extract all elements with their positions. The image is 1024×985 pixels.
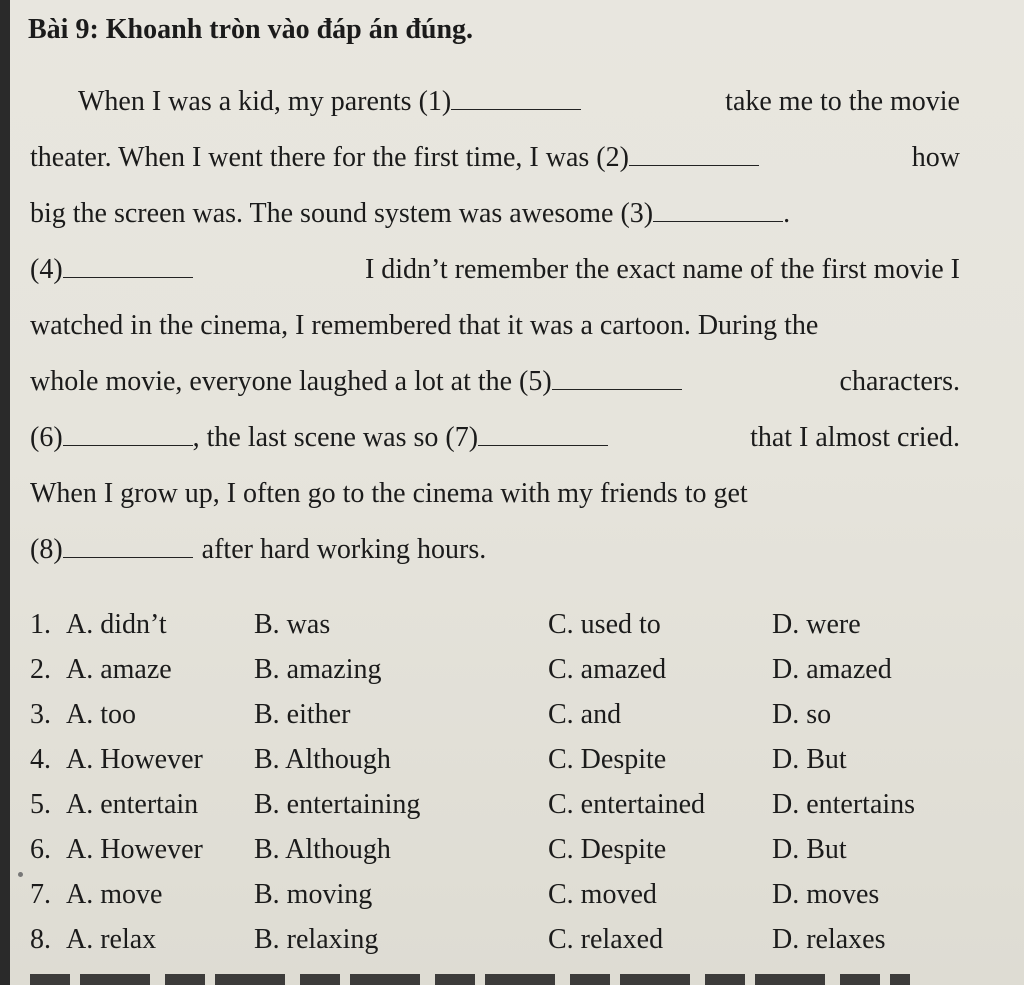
option-b[interactable]: B. entertaining	[254, 789, 421, 820]
option-d[interactable]: D. But	[772, 744, 847, 775]
passage-text: .	[783, 198, 791, 229]
option-a[interactable]: A. relax	[66, 924, 157, 955]
question-row-7	[30, 872, 990, 917]
option-a[interactable]: A. didn’t	[66, 609, 167, 640]
option-c[interactable]: C. amazed	[548, 654, 667, 685]
option-a[interactable]: A. However	[66, 834, 203, 865]
cut-off-next-exercise-heading	[30, 974, 910, 985]
passage-text: (4)	[30, 254, 63, 285]
passage-text: When I was a kid, my parents (1)	[78, 86, 452, 117]
option-c[interactable]: C. relaxed	[548, 924, 664, 955]
question-row-1	[30, 602, 990, 647]
passage-line-9	[30, 528, 960, 584]
answer-blank-7	[478, 423, 608, 446]
reading-passage	[30, 80, 960, 584]
option-c[interactable]: C. used to	[548, 609, 661, 640]
passage-text: (8)	[30, 534, 63, 565]
option-a[interactable]: A. amaze	[66, 654, 172, 685]
question-row-4	[30, 737, 990, 782]
question-number: 4.	[30, 744, 51, 775]
passage-text: that I almost cried.	[750, 422, 960, 453]
option-d[interactable]: D. But	[772, 834, 847, 865]
question-row-2	[30, 647, 990, 692]
option-c[interactable]: C. moved	[548, 879, 657, 910]
option-c[interactable]: C. entertained	[548, 789, 706, 820]
option-c[interactable]: C. Despite	[548, 834, 667, 865]
question-number: 5.	[30, 789, 51, 820]
answer-blank-6	[63, 423, 193, 446]
option-a[interactable]: A. too	[66, 699, 136, 730]
option-a[interactable]: A. move	[66, 879, 163, 910]
option-d[interactable]: D. amazed	[772, 654, 892, 685]
answer-blank-8	[63, 535, 193, 558]
passage-text: (6)	[30, 422, 63, 453]
answer-blank-5	[552, 367, 682, 390]
question-row-3	[30, 692, 990, 737]
option-d[interactable]: D. moves	[772, 879, 880, 910]
question-number: 7.	[30, 879, 51, 910]
option-b[interactable]: B. Although	[254, 834, 391, 865]
question-number: 8.	[30, 924, 51, 955]
option-b[interactable]: B. Although	[254, 744, 391, 775]
passage-line-7	[30, 416, 960, 472]
question-row-8	[30, 917, 990, 962]
question-number: 2.	[30, 654, 51, 685]
question-row-5	[30, 782, 990, 827]
passage-text: after hard working hours.	[201, 534, 487, 565]
option-c[interactable]: C. and	[548, 699, 622, 730]
option-a[interactable]: A. entertain	[66, 789, 199, 820]
question-row-6	[30, 827, 990, 872]
question-number: 3.	[30, 699, 51, 730]
answer-options	[30, 602, 990, 962]
passage-line-6	[30, 360, 960, 416]
question-number: 1.	[30, 609, 51, 640]
option-b[interactable]: B. was	[254, 609, 331, 640]
passage-text: whole movie, everyone laughed a lot at the (5)	[30, 366, 552, 397]
option-b[interactable]: B. relaxing	[254, 924, 379, 955]
passage-text: When I grow up, I often go to the cinema with my friends to get	[30, 478, 748, 509]
passage-line-4	[30, 248, 960, 304]
option-d[interactable]: D. so	[772, 699, 832, 730]
option-a[interactable]: A. However	[66, 744, 203, 775]
worksheet-page	[10, 0, 1024, 985]
passage-text: characters.	[839, 366, 960, 397]
option-d[interactable]: D. relaxes	[772, 924, 886, 955]
passage-text: watched in the cinema, I remembered that it was a cartoon. During the	[30, 310, 819, 341]
passage-text: theater. When I went there for the first time, I was (2)	[30, 142, 629, 173]
passage-text: big the screen was. The sound system was awesome (3)	[30, 198, 654, 229]
passage-line-8	[30, 472, 960, 528]
question-number: 6.	[30, 834, 51, 865]
option-b[interactable]: B. moving	[254, 879, 373, 910]
passage-line-3	[30, 192, 960, 248]
exercise-title: Bài 9: Khoanh tròn vào đáp án đúng.	[28, 14, 474, 45]
answer-blank-2	[629, 143, 759, 166]
option-b[interactable]: B. either	[254, 699, 351, 730]
answer-blank-1	[451, 87, 581, 110]
answer-blank-3	[653, 199, 783, 222]
passage-text: take me to the movie	[725, 86, 960, 117]
pen-mark-dot	[18, 872, 23, 877]
answer-blank-4	[63, 255, 193, 278]
passage-text: , the last scene was so (7)	[192, 422, 479, 453]
option-d[interactable]: D. were	[772, 609, 861, 640]
passage-line-5	[30, 304, 960, 360]
option-b[interactable]: B. amazing	[254, 654, 382, 685]
passage-line-2	[30, 136, 960, 192]
passage-text: I didn’t remember the exact name of the first movie I	[364, 254, 960, 285]
passage-line-1	[30, 80, 960, 136]
passage-text: how	[911, 142, 960, 173]
option-d[interactable]: D. entertains	[772, 789, 916, 820]
option-c[interactable]: C. Despite	[548, 744, 667, 775]
